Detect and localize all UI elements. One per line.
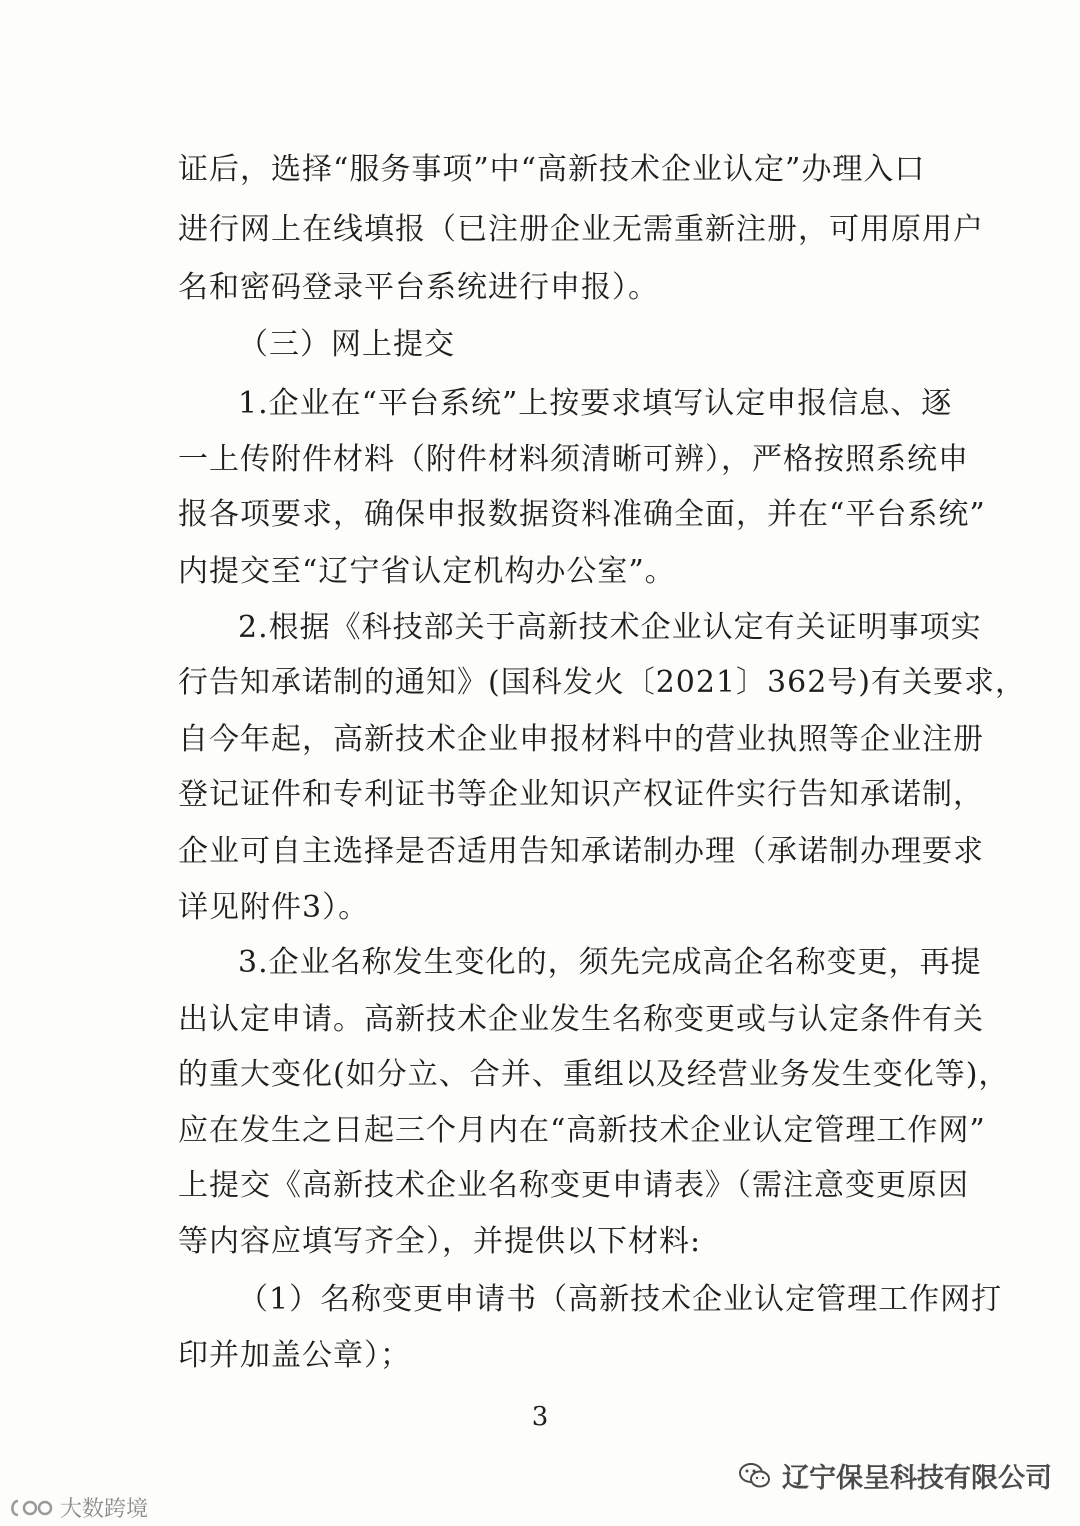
text-line: 出认定申请。高新技术企业发生名称变更或与认定条件有关 (178, 1002, 984, 1037)
text-line: 的重大变化(如分立、合并、重组以及经营业务发生变化等)， (178, 1057, 1010, 1092)
text-line: 印并加盖公章）； (178, 1338, 411, 1373)
watermark-brand-name: 大数跨境 (60, 1497, 149, 1522)
section-heading: （三）网上提交 (238, 327, 455, 362)
text-line: 3.企业名称发生变化的，须先完成高企名称变更，再提 (238, 945, 982, 980)
watermark-account-name: 辽宁保呈科技有限公司 (782, 1463, 1052, 1494)
text-line: 2.根据《科技部关于高新技术企业认定有关证明事项实 (238, 610, 982, 645)
text-line: 名和密码登录平台系统进行申报）。 (178, 270, 659, 305)
text-line: 内提交至“辽宁省认定机构办公室”。 (178, 554, 676, 589)
brand-watermark (8, 1492, 148, 1523)
text-line: 登记证件和专利证书等企业知识产权证件实行告知承诺制， (178, 777, 984, 812)
text-line: 企业可自主选择是否适用告知承诺制办理（承诺制办理要求 (178, 834, 984, 869)
brand-logo-icon (8, 1497, 56, 1519)
wechat-icon (738, 1461, 772, 1491)
text-line: 等内容应填写齐全），并提供以下材料: (178, 1224, 702, 1259)
text-line: 自今年起，高新技术企业申报材料中的营业执照等企业注册 (178, 722, 984, 757)
text-line: 进行网上在线填报（已注册企业无需重新注册，可用原用户 (178, 212, 984, 247)
text-line: 证后，选择“服务事项”中“高新技术企业认定”办理入口 (178, 152, 926, 187)
account-watermark (738, 1456, 1052, 1495)
text-line: 行告知承诺制的通知》(国科发火〔2021〕362号)有关要求， (178, 665, 1027, 700)
text-line: 详见附件3）。 (178, 890, 370, 925)
text-line: 应在发生之日起三个月内在“高新技术企业认定管理工作网” (178, 1113, 986, 1148)
text-line: 报各项要求，确保申报数据资料准确全面，并在“平台系统” (178, 497, 986, 532)
text-line: 一上传附件材料（附件材料须清晰可辨），严格按照系统申 (178, 442, 969, 477)
text-line: （1）名称变更申请书（高新技术企业认定管理工作网打 (238, 1282, 1003, 1317)
text-line: 上提交《高新技术企业名称变更申请表》（需注意变更原因 (178, 1168, 969, 1203)
text-line: 1.企业在“平台系统”上按要求填写认定申报信息、逐 (238, 386, 953, 421)
page-number: 3 (531, 1402, 549, 1432)
